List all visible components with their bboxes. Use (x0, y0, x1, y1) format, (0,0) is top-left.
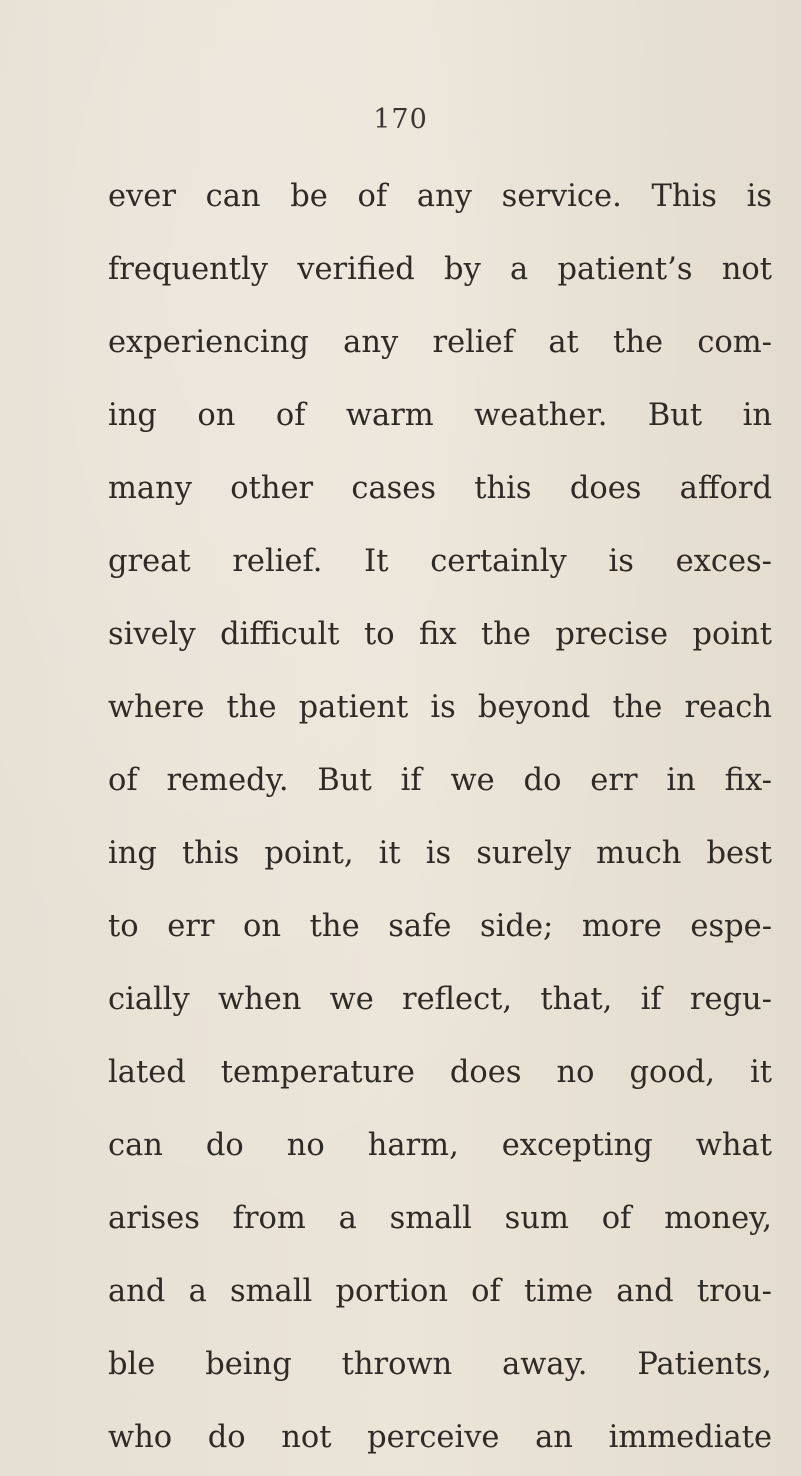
text-line: and a small portion of time and trou- (108, 1274, 772, 1309)
text-line: frequently verified by a patient’s not (108, 252, 772, 287)
text-line: of remedy. But if we do err in fix- (108, 763, 772, 798)
text-line: who do not perceive an immediate (108, 1420, 772, 1455)
text-line: great relief. It certainly is exces- (108, 544, 772, 579)
body-text (108, 160, 772, 1474)
text-line: to err on the safe side; more espe- (108, 909, 772, 944)
text-line: arises from a small sum of money, (108, 1201, 772, 1236)
text-line: ing this point, it is surely much best (108, 836, 772, 871)
text-line: experiencing any relief at the com- (108, 325, 772, 360)
text-line: sively difficult to fix the precise point (108, 617, 772, 652)
text-line: ing on of warm weather. But in (108, 398, 772, 433)
text-line: ever can be of any service. This is (108, 179, 772, 214)
text-line: lated temperature does no good, it (108, 1055, 772, 1090)
text-line: can do no harm, excepting what (108, 1128, 772, 1163)
page-number: 170 (373, 104, 428, 135)
text-line: many other cases this does afford (108, 471, 772, 506)
text-line: ble being thrown away. Patients, (108, 1347, 772, 1382)
text-line: cially when we reflect, that, if regu- (108, 982, 772, 1017)
text-line: where the patient is beyond the reach (108, 690, 772, 725)
